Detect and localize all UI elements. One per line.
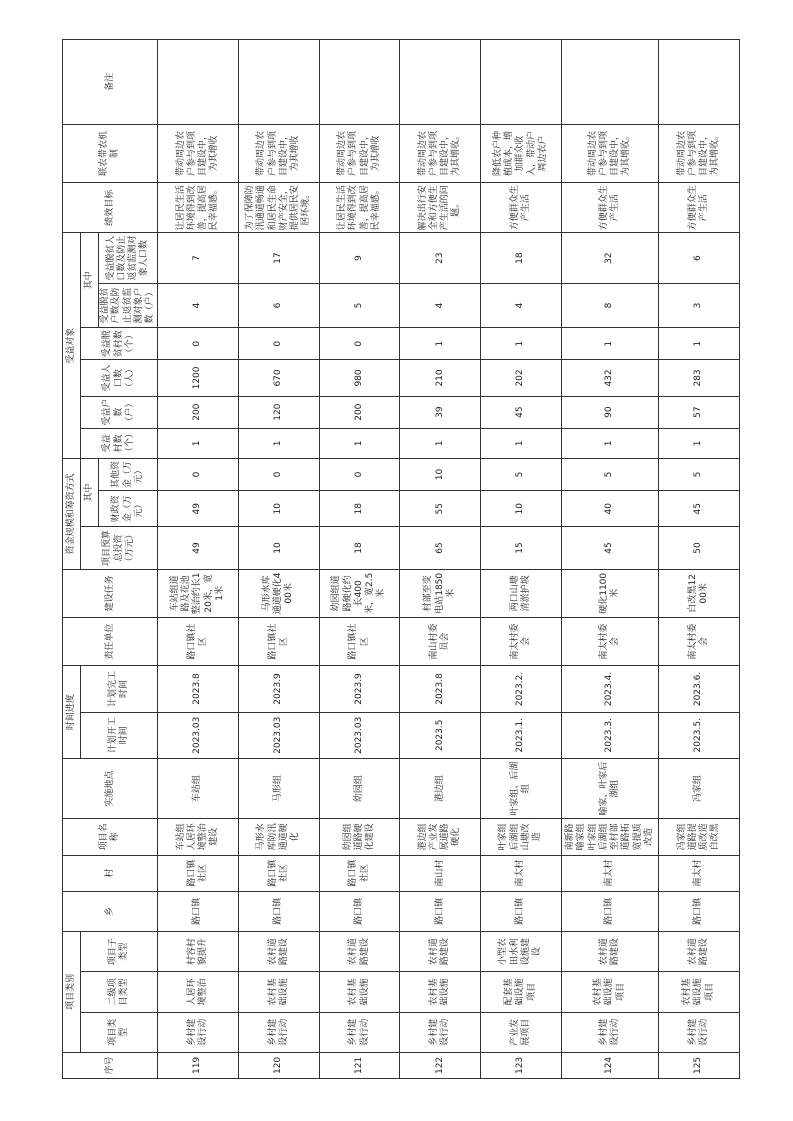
cell-project-type: 乡村建设行动 [238, 1012, 319, 1052]
cell-ben-poor-households: 8 [561, 283, 658, 327]
header-ben-villages: 受益村数（个） [81, 428, 158, 458]
cell-goal: 让居民生活环境得到改善，提高居民幸福感。 [319, 183, 400, 233]
cell-mechanism: 带动周边农户参与到项目建设中，为其增收。 [659, 124, 740, 182]
header-of-which: 其中 [81, 458, 99, 526]
cell-fiscal: 18 [319, 491, 400, 527]
cell-township: 路口镇 [481, 891, 562, 931]
cell-finish: 2023.4. [561, 666, 658, 712]
cell-finish: 2023.8 [158, 666, 239, 712]
cell-township: 路口镇 [561, 891, 658, 931]
cell-ben-households: 90 [561, 396, 658, 428]
cell-ben-population: 1200 [158, 360, 239, 396]
cell-seq: 120 [238, 1052, 319, 1078]
cell-fiscal: 10 [481, 491, 562, 527]
cell-remark [400, 40, 481, 125]
table-row [319, 40, 400, 1079]
table-row [238, 40, 319, 1079]
cell-location: 幼园组 [319, 758, 400, 818]
table-row [659, 40, 740, 1079]
cell-goal: 方便群众生产生活 [481, 183, 562, 233]
cell-secondary-type: 农村基础设施 [400, 972, 481, 1012]
cell-budget: 15 [481, 527, 562, 569]
cell-budget: 10 [238, 527, 319, 569]
cell-start: 2023.3. [561, 712, 658, 758]
cell-sub-type: 小型农田水利设施建设 [481, 932, 562, 972]
cell-sub-type: 农村道路建设 [238, 932, 319, 972]
cell-content: 硬化1100米 [561, 569, 658, 617]
cell-project-name: 港边组产业发展道路硬化 [400, 819, 481, 855]
header-fiscal: 财政资金（万元） [99, 491, 158, 527]
cell-goal: 方便群众生产生活 [561, 183, 658, 233]
cell-ben-poverty-villages: 1 [561, 328, 658, 360]
cell-budget: 49 [158, 527, 239, 569]
cell-fiscal: 10 [238, 491, 319, 527]
cell-ben-poverty-villages: 1 [481, 328, 562, 360]
cell-other: 0 [158, 458, 239, 490]
cell-village: 南太村 [561, 855, 658, 891]
cell-budget: 45 [561, 527, 658, 569]
cell-ben-households: 45 [481, 396, 562, 428]
header-ben-of-which: 其中 [81, 233, 99, 328]
cell-ben-poor-population: 9 [319, 233, 400, 283]
cell-village: 路口镇社区 [319, 855, 400, 891]
cell-ben-poor-population: 18 [481, 233, 562, 283]
cell-project-type: 乡村建设行动 [319, 1012, 400, 1052]
cell-start: 2023.03 [158, 712, 239, 758]
cell-mechanism: 带动周边农户参与到项目建设中，为其增收 [238, 124, 319, 182]
cell-location: 叶家组、后湖组 [481, 758, 562, 818]
cell-ben-poverty-villages: 0 [158, 328, 239, 360]
cell-budget: 65 [400, 527, 481, 569]
cell-sub-type: 农村道路建设 [400, 932, 481, 972]
cell-seq: 122 [400, 1052, 481, 1078]
cell-secondary-type: 配套基础设施项目 [481, 972, 562, 1012]
cell-mechanism: 降低农户种植成本，增加群众收入，带动户周边农户 [481, 124, 562, 182]
cell-ben-villages: 1 [158, 428, 239, 458]
cell-secondary-type: 农村基础设施 [238, 972, 319, 1012]
cell-goal: 方便群众生产生活 [659, 183, 740, 233]
header-project-name: 项目名称 [63, 819, 158, 855]
cell-content: 村部至变电站1850米 [400, 569, 481, 617]
cell-responsible: 南山村委员会 [400, 617, 481, 665]
table-row [561, 40, 658, 1079]
cell-secondary-type: 人居环境整治 [158, 972, 239, 1012]
cell-content: 白改黑1200米 [659, 569, 740, 617]
cell-sub-type: 农村道路建设 [319, 932, 400, 972]
cell-village: 路口镇社区 [158, 855, 239, 891]
cell-mechanism: 带动周边农户参与到项目建设中，为其增收。 [561, 124, 658, 182]
cell-project-name: 幼园组道路硬化建设 [319, 819, 400, 855]
cell-secondary-type: 农村基础设施项目 [659, 972, 740, 1012]
cell-project-type: 乡村建设行动 [561, 1012, 658, 1052]
cell-responsible: 南太村委会 [481, 617, 562, 665]
cell-ben-villages: 1 [659, 428, 740, 458]
header-content: 建设任务 [63, 569, 158, 617]
cell-project-name: 冯家组道路提质改造白改黑 [659, 819, 740, 855]
header-ben-households: 受益户数（户） [81, 396, 158, 428]
cell-ben-population: 210 [400, 360, 481, 396]
cell-finish: 2023.6. [659, 666, 740, 712]
header-category-group: 项目类别 [63, 932, 81, 1053]
header-secondary-type: 二级项目类型 [81, 972, 158, 1012]
cell-ben-population: 980 [319, 360, 400, 396]
cell-ben-poor-population: 32 [561, 233, 658, 283]
cell-ben-households: 200 [319, 396, 400, 428]
cell-responsible: 路口镇社区 [158, 617, 239, 665]
header-mechanism: 联农带农机制 [63, 124, 158, 182]
cell-sub-type: 村容村貌提升 [158, 932, 239, 972]
cell-remark [319, 40, 400, 125]
cell-ben-poor-households: 6 [238, 283, 319, 327]
cell-township: 路口镇 [659, 891, 740, 931]
header-project-type: 项目类型 [81, 1012, 158, 1052]
header-budget: 项目预算总投资（万元） [81, 527, 158, 569]
cell-ben-poor-population: 23 [400, 233, 481, 283]
cell-budget: 50 [659, 527, 740, 569]
cell-content: 幼园组道路硬化约长400米，宽2.5米 [319, 569, 400, 617]
cell-project-name: 南新路喻家组叶家组后湖组至村部道路拓宽提质改造 [561, 819, 658, 855]
cell-township: 路口镇 [238, 891, 319, 931]
cell-seq: 125 [659, 1052, 740, 1078]
cell-ben-poor-households: 4 [400, 283, 481, 327]
cell-location: 港边组 [400, 758, 481, 818]
cell-ben-poor-population: 17 [238, 233, 319, 283]
cell-remark [238, 40, 319, 125]
cell-seq: 119 [158, 1052, 239, 1078]
header-responsible: 责任单位 [63, 617, 158, 665]
cell-ben-households: 120 [238, 396, 319, 428]
cell-project-name: 车站组人居环境整治建设 [158, 819, 239, 855]
cell-mechanism: 带动周边农户参与到项目建设中，为其增收 [319, 124, 400, 182]
cell-project-name: 马形水库防汛通道硬化 [238, 819, 319, 855]
cell-township: 路口镇 [400, 891, 481, 931]
cell-responsible: 南太村委会 [659, 617, 740, 665]
cell-finish: 2023.2. [481, 666, 562, 712]
cell-project-type: 乡村建设行动 [158, 1012, 239, 1052]
header-seq: 序号 [63, 1052, 158, 1078]
table-row [400, 40, 481, 1079]
cell-location: 冯家组 [659, 758, 740, 818]
cell-ben-population: 670 [238, 360, 319, 396]
header-goal: 绩效目标 [63, 183, 158, 233]
cell-start: 2023.5. [659, 712, 740, 758]
cell-ben-poor-population: 6 [659, 233, 740, 283]
cell-other: 5 [659, 458, 740, 490]
cell-secondary-type: 农村基础设施项目 [561, 972, 658, 1012]
cell-ben-poor-households: 4 [481, 283, 562, 327]
cell-village: 南山村 [400, 855, 481, 891]
cell-fiscal: 45 [659, 491, 740, 527]
cell-remark [158, 40, 239, 125]
cell-ben-households: 57 [659, 396, 740, 428]
header-ben-population: 受益人口数（人） [81, 360, 158, 396]
cell-location: 喻家、叶家后湖组 [561, 758, 658, 818]
cell-project-type: 乡村建设行动 [659, 1012, 740, 1052]
cell-content: 马形水库通道硬化400米 [238, 569, 319, 617]
cell-remark [481, 40, 562, 125]
cell-goal: 为了保障防汛通道畅通和居民生命财产安全，提供居民安居环境。 [238, 183, 319, 233]
header-location: 实施地点 [63, 758, 158, 818]
cell-fiscal: 55 [400, 491, 481, 527]
cell-ben-households: 39 [400, 396, 481, 428]
cell-responsible: 南太村委会 [561, 617, 658, 665]
cell-location: 马形组 [238, 758, 319, 818]
cell-budget: 18 [319, 527, 400, 569]
cell-start: 2023.1. [481, 712, 562, 758]
cell-content: 两口山塘清淤护坡 [481, 569, 562, 617]
cell-other: 5 [561, 458, 658, 490]
cell-ben-villages: 1 [238, 428, 319, 458]
cell-goal: 解决出行安全和方便生产生活的问题。 [400, 183, 481, 233]
header-finish-time: 计划完工时间 [81, 666, 158, 712]
cell-village: 路口镇社区 [238, 855, 319, 891]
cell-project-name: 叶家组后湖组山塘改造 [481, 819, 562, 855]
cell-finish: 2023.8 [400, 666, 481, 712]
cell-ben-villages: 1 [400, 428, 481, 458]
cell-seq: 124 [561, 1052, 658, 1078]
cell-start: 2023.5 [400, 712, 481, 758]
cell-ben-poverty-villages: 0 [238, 328, 319, 360]
cell-remark [561, 40, 658, 125]
header-other: 其他资金（万元） [99, 458, 158, 490]
cell-finish: 2023.9 [238, 666, 319, 712]
header-beneficiary-group: 受益对象 [63, 233, 81, 458]
project-table [62, 39, 740, 1079]
header-sub-type: 项目子类型 [81, 932, 158, 972]
header-row-1 [63, 40, 81, 1079]
header-ben-poverty-villages: 受益脱贫村数（个） [81, 328, 158, 360]
cell-ben-poor-households: 4 [158, 283, 239, 327]
cell-ben-poverty-villages: 1 [400, 328, 481, 360]
cell-fiscal: 40 [561, 491, 658, 527]
cell-ben-villages: 1 [481, 428, 562, 458]
cell-other: 0 [238, 458, 319, 490]
cell-other: 5 [481, 458, 562, 490]
header-remark: 备注 [63, 40, 158, 125]
cell-finish: 2023.9 [319, 666, 400, 712]
cell-project-type: 产业发展项目 [481, 1012, 562, 1052]
cell-other: 10 [400, 458, 481, 490]
cell-ben-villages: 1 [561, 428, 658, 458]
cell-village: 南太村 [481, 855, 562, 891]
cell-goal: 让居民生活环境得到改善，提高居民幸福感。 [158, 183, 239, 233]
header-township: 乡 [63, 891, 158, 931]
table-row [158, 40, 239, 1079]
cell-ben-population: 283 [659, 360, 740, 396]
cell-seq: 123 [481, 1052, 562, 1078]
cell-mechanism: 带动周边农户参与到项目建设中，为其增收 [158, 124, 239, 182]
cell-ben-villages: 1 [319, 428, 400, 458]
cell-village: 南太村 [659, 855, 740, 891]
cell-ben-households: 200 [158, 396, 239, 428]
cell-start: 2023.03 [319, 712, 400, 758]
cell-ben-poverty-villages: 0 [319, 328, 400, 360]
cell-ben-poor-population: 7 [158, 233, 239, 283]
table-row [481, 40, 562, 1079]
cell-sub-type: 农村道路建设 [659, 932, 740, 972]
header-fund-group: 资金规模和筹资方式 [63, 458, 81, 569]
cell-responsible: 路口镇社区 [319, 617, 400, 665]
cell-secondary-type: 农村基础设施 [319, 972, 400, 1012]
header-village: 村 [63, 855, 158, 891]
cell-mechanism: 带动周边农户参与到项目建设中，为其增收。 [400, 124, 481, 182]
cell-remark [659, 40, 740, 125]
cell-township: 路口镇 [319, 891, 400, 931]
cell-ben-population: 202 [481, 360, 562, 396]
cell-sub-type: 农村道路建设 [561, 932, 658, 972]
cell-ben-poor-households: 3 [659, 283, 740, 327]
header-ben-poor-households: 受益脱贫户数及防止返贫监测对象户数（户） [99, 283, 158, 327]
cell-ben-poor-households: 5 [319, 283, 400, 327]
cell-project-type: 乡村建设行动 [400, 1012, 481, 1052]
cell-ben-population: 432 [561, 360, 658, 396]
header-ben-poor-population: 受益脱贫人口数及防止返贫监测对象人口数 [99, 233, 158, 283]
cell-location: 车站组 [158, 758, 239, 818]
cell-fiscal: 49 [158, 491, 239, 527]
cell-other: 0 [319, 458, 400, 490]
cell-seq: 121 [319, 1052, 400, 1078]
cell-township: 路口镇 [158, 891, 239, 931]
header-time-group: 时间进度 [63, 666, 81, 759]
cell-start: 2023.03 [238, 712, 319, 758]
cell-responsible: 路口镇社区 [238, 617, 319, 665]
cell-ben-poverty-villages: 1 [659, 328, 740, 360]
header-start-time: 计划开工时间 [81, 712, 158, 758]
cell-content: 车站组道路及花池整治约长120米，宽1米 [158, 569, 239, 617]
